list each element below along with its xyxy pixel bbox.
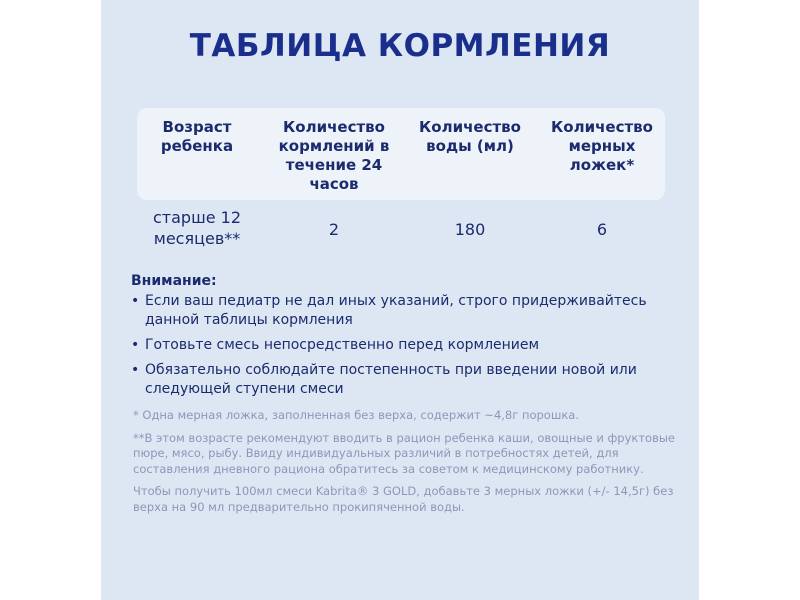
bullet-icon: • bbox=[131, 293, 140, 309]
bullet-icon: • bbox=[131, 337, 140, 353]
cell-spoons: 6 bbox=[596, 220, 608, 239]
footnotes bbox=[133, 408, 678, 522]
footnote-2: **В этом возрасте рекомендуют вводить в рацион ребенка каши, овощные и фруктовые пюре, мясо, рыбу. Ввиду индивидуальных различий в потребностях детей, для составления дневного рациона обратитесь за советом к медицинскому работнику. bbox=[133, 430, 676, 476]
attention-title: Внимание: bbox=[131, 273, 217, 289]
header-feedings: Количество кормлений в течение 24 часов bbox=[278, 118, 390, 193]
cell-water: 180 bbox=[454, 220, 486, 239]
list-item bbox=[131, 361, 671, 399]
table-header-row bbox=[137, 108, 665, 200]
list-item bbox=[131, 292, 671, 330]
header-spoons: Количество мерных ложек* bbox=[551, 118, 653, 174]
attention-item-1: Если ваш педиатр не дал иных указаний, строго придерживайтесь данной таблицы кормления bbox=[145, 293, 647, 328]
page-title: ТАБЛИЦА КОРМЛЕНИЯ bbox=[189, 28, 611, 64]
cell-age: старше 12 месяцев** bbox=[152, 208, 241, 248]
footnote-3: Чтобы получить 100мл смеси Kabrita® 3 GOLD, добавьте 3 мерных ложки (+/- 14,5г) без верха на 90 мл предварительно прокипяченной воды. bbox=[133, 484, 674, 514]
attention-block bbox=[131, 273, 671, 405]
footnote-1: * Одна мерная ложка, заполненная без верха, содержит ~4,8г порошка. bbox=[133, 408, 580, 422]
bullet-icon: • bbox=[131, 362, 140, 378]
feeding-panel bbox=[101, 0, 699, 600]
table-row bbox=[137, 205, 665, 255]
header-water: Количество воды (мл) bbox=[419, 118, 521, 155]
list-item bbox=[131, 336, 671, 355]
attention-item-2: Готовьте смесь непосредственно перед кормлением bbox=[145, 337, 540, 353]
header-age: Возраст ребенка bbox=[160, 118, 234, 155]
cell-feedings: 2 bbox=[328, 220, 340, 239]
attention-item-3: Обязательно соблюдайте постепенность при введении новой или следующей ступени смеси bbox=[145, 362, 637, 397]
